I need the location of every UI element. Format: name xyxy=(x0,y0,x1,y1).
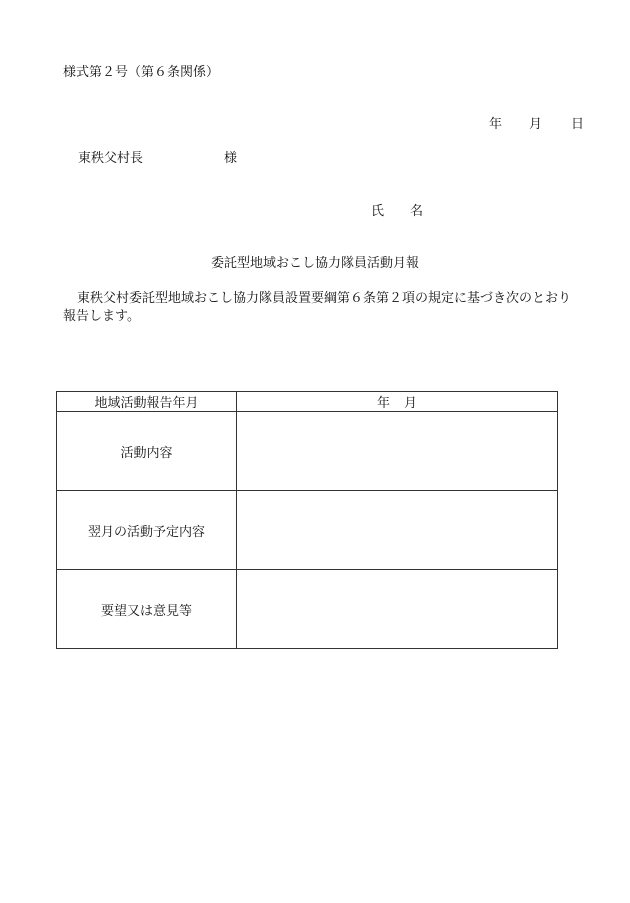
date-month-label: 月 xyxy=(529,117,543,132)
report-period-label: 地域活動報告年月 xyxy=(57,392,237,412)
date-day-label: 日 xyxy=(571,117,585,132)
next-month-plan-field[interactable] xyxy=(237,491,558,570)
next-month-plan-label: 翌月の活動予定内容 xyxy=(57,491,237,570)
document-title: 委託型地域おこし協力隊員活動月報 xyxy=(210,256,419,271)
report-period-month: 月 xyxy=(404,396,418,411)
report-period-value[interactable] xyxy=(237,392,558,412)
signature-label-1: 氏 xyxy=(371,204,385,219)
addressee-name: 東秩父村長 xyxy=(78,151,144,166)
activity-content-label: 活動内容 xyxy=(57,412,237,491)
table-header-row xyxy=(57,392,558,412)
report-table xyxy=(56,391,558,649)
date-year-label: 年 xyxy=(489,117,503,132)
signature-label-2: 名 xyxy=(410,204,424,219)
addressee-honorific: 様 xyxy=(224,151,238,166)
table-row xyxy=(57,570,558,649)
date-line xyxy=(489,118,584,131)
table-row xyxy=(57,412,558,491)
report-period-year: 年 xyxy=(376,396,390,411)
requests-opinions-label: 要望又は意見等 xyxy=(57,570,237,649)
requests-opinions-field[interactable] xyxy=(237,570,558,649)
body-paragraph: 東秩父村委託型地域おこし協力隊員設置要綱第６条第２項の規定に基づき次のとおり報告します。 xyxy=(63,291,572,324)
activity-content-field[interactable] xyxy=(237,412,558,491)
form-number: 様式第２号（第６条関係） xyxy=(63,65,220,80)
signature-name-line xyxy=(371,205,423,218)
table-row xyxy=(57,491,558,570)
